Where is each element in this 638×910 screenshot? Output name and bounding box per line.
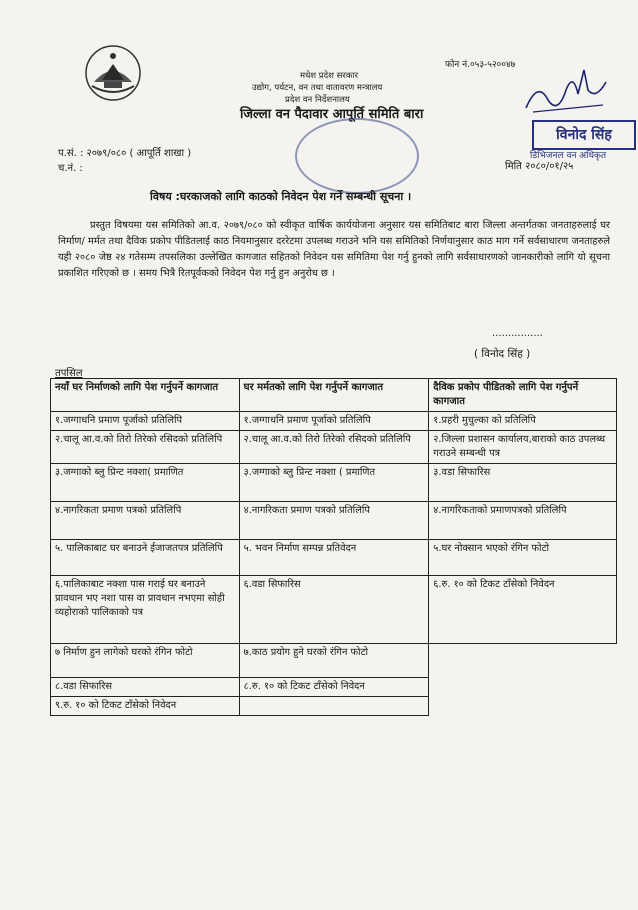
table-row bbox=[51, 644, 617, 678]
table-cell bbox=[429, 697, 617, 716]
table-cell: ६.रु. १० को टिकट टाँसेको निवेदन bbox=[429, 576, 617, 644]
table-cell: ३.जग्गाको ब्लु प्रिन्ट नक्शा ( प्रमाणित bbox=[239, 464, 429, 502]
notice-subject: विषय :घरकाजको लागि काठको निवेदन पेश गर्ने सम्बन्धी सूचना । bbox=[150, 190, 412, 203]
dispatch-number: च.नं. : bbox=[58, 163, 83, 174]
table-header-row bbox=[51, 379, 617, 412]
header-repair: घर मर्मतको लागि पेश गर्नुपर्ने कागजात bbox=[239, 379, 429, 412]
table-cell: ५. भवन निर्माण सम्पन्न प्रतिवेदन bbox=[239, 540, 429, 576]
office-stamp bbox=[295, 118, 419, 194]
table-cell: ७ निर्माण हुन लागेको घरको रंगिन फोटो bbox=[51, 644, 240, 678]
table-cell: ५. पालिकाबाट घर बनाउने ईजाजतपत्र प्रतिलिपि bbox=[51, 540, 240, 576]
table-cell: ३.वडा सिफारिस bbox=[429, 464, 617, 502]
notice-body: प्रस्तुत विषयमा यस समितिको आ.व. २०७९/०८० को स्वीकृत वार्षिक कार्ययोजना अनुसार यस समितिबाट बारा जिल्ला अन्तर्गतका जनताहरुलाई घर निर्माण/ मर्मत तथा दैविक प्रकोप पीडितलाई काठ नियमानुसार दररेटमा उपलब्ध गराउने भनि यस समितिको निर्णयानुसार काठ माग गर्ने सर्वसाधारण जनताहरुले यही २०८० जेष्ठ २४ गतेसम्म तपसलिका उल्लेखित कागजात सहितको निवेदन यस समितिमा पेश गर्नु हुनको लागि सर्वसाधारणको जानकारीको लागि यो सूचना प्रकाशित गरिएको छ । समय भित्रै रितपूर्वकको निवेदन पेश गर्नु हुन अनुरोध छ । bbox=[58, 220, 610, 279]
table-row bbox=[51, 502, 617, 540]
table-cell: ४.नागरिकता प्रमाण पत्रको प्रतिलिपि bbox=[51, 502, 240, 540]
notice-date: मिति २०८०/०१/२५ bbox=[505, 161, 574, 172]
table-cell: २.चालू आ.व.को तिरो तिरेको रसिदको प्रतिलिपि bbox=[239, 431, 429, 464]
table-row bbox=[51, 412, 617, 431]
province-government-line: मधेश प्रदेश सरकार bbox=[300, 71, 359, 81]
directorate-line: प्रदेश वन निर्देशनालय bbox=[285, 95, 350, 105]
table-cell: ६.पालिकाबाट नक्शा पास गराई घर बनाउने प्रावधान भए नशा पास वा प्रावधान नभएमा सोही व्यहोराको पालिकाको पत्र bbox=[51, 576, 240, 644]
table-cell: ७.काठ प्रयोग हुने घरको रंगिन फोटो bbox=[239, 644, 429, 678]
nepal-emblem-icon bbox=[82, 42, 144, 104]
table-row bbox=[51, 431, 617, 464]
table-row bbox=[51, 464, 617, 502]
table-cell: १.जग्गाधनि प्रमाण पूर्जाको प्रतिलिपि bbox=[239, 412, 429, 431]
table-cell: ४.नागरिकताको प्रमाणपत्रको प्रतिलिपि bbox=[429, 502, 617, 540]
schedule-heading: तपसिल bbox=[55, 368, 83, 379]
table-row bbox=[51, 576, 617, 644]
table-row bbox=[51, 678, 617, 697]
table-cell: ६.वडा सिफारिस bbox=[239, 576, 429, 644]
signature-scribble-icon bbox=[518, 60, 613, 120]
table-cell bbox=[429, 678, 617, 697]
signer-dots: ................ bbox=[492, 328, 543, 339]
table-cell: ८.वडा सिफारिस bbox=[51, 678, 240, 697]
reference-number: प.सं. : २०७९/०८० ( आपूर्ति शाखा ) bbox=[58, 148, 192, 159]
header-disaster-victim: दैविक प्रकोप पीडितको लागि पेश गर्नुपर्ने कागजात bbox=[429, 379, 617, 412]
table-cell: २.जिल्ला प्रशासन कार्यालय,बाराको काठ उपलब्ध गराउने सम्बन्धी पत्र bbox=[429, 431, 617, 464]
table-cell: ३.जग्गाको ब्लु प्रिन्ट नक्शा( प्रमाणित bbox=[51, 464, 240, 502]
table-cell: १.जग्गाधनि प्रमाण पूर्जाको प्रतिलिपि bbox=[51, 412, 240, 431]
ministry-line: उद्योग, पर्यटन, वन तथा वातावरण मन्त्रालय bbox=[252, 83, 383, 93]
table-cell: ९.रु. १० को टिकट टाँसेको निवेदन bbox=[51, 697, 240, 716]
table-cell: २.चालू आ.व.को तिरो तिरेको रसिदको प्रतिलिपि bbox=[51, 431, 240, 464]
phone-number: फोन नं.०५३-५२००४७ bbox=[445, 60, 516, 70]
signature-title-stamp: डिभिजनल वन अधिकृत bbox=[530, 151, 607, 161]
table-row bbox=[51, 697, 617, 716]
table-cell: ८.रु. १० को टिकट टाँसेको निवेदन bbox=[239, 678, 429, 697]
table-cell bbox=[429, 644, 617, 678]
header-new-construction: नयाँ घर निर्माणको लागि पेश गर्नुपर्ने कागजात bbox=[51, 379, 240, 412]
requirements-table bbox=[50, 378, 617, 716]
office-title: जिल्ला वन पैदावार आपूर्ति समिति बारा bbox=[240, 107, 424, 122]
table-cell: १.प्रहरी मुचुल्का को प्रतिलिपि bbox=[429, 412, 617, 431]
signature-name-stamp: विनोद सिंह bbox=[532, 120, 636, 150]
table-row bbox=[51, 540, 617, 576]
table-cell: ४.नागरिकता प्रमाण पत्रको प्रतिलिपि bbox=[239, 502, 429, 540]
table-cell bbox=[239, 697, 429, 716]
table-cell: ५.घर नोक्सान भएको रंगिन फोटो bbox=[429, 540, 617, 576]
signer-name: ( विनोद सिंह ) bbox=[474, 348, 531, 360]
